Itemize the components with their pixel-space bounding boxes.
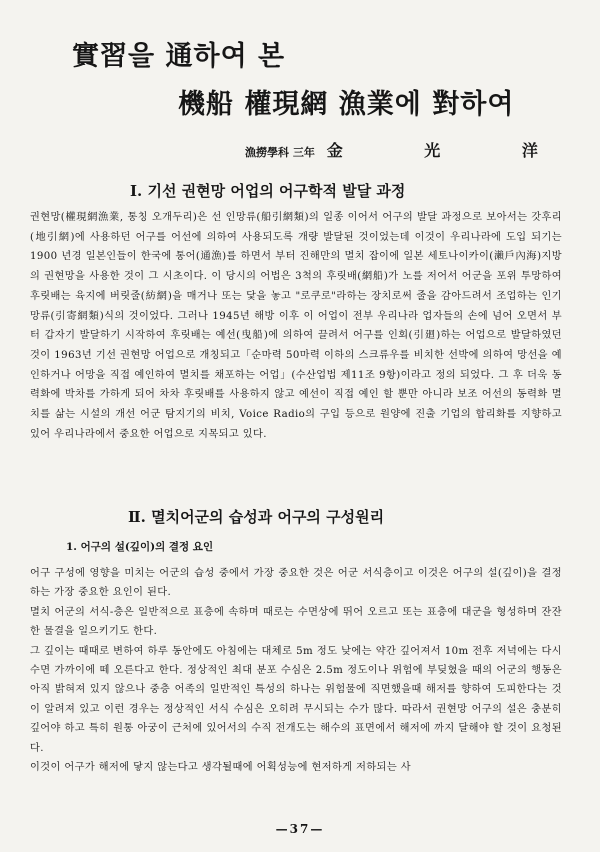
paragraph: 권현망(權現網漁業, 통칭 오개두리)은 선 인망류(船引網類)의 일종 이어서 어구의 발달 과정으로 보아서는 갓후리(地引網)에 사용하던 어구를 어선에 의하여 사용되도록 개량 발달된 것이었는데 이것이 우리나라에 도입 되기는 1900 년경 일본인들이 한국에 통어(通漁)를 하면서 부터 진해만의 멸치 잡이에 일본 세토나이카이(瀨戶內海)지방의 권현망을 사용한 것이 그 시초이다. 이 당시의 어법은 3척의 후릿배(網船)가 노를 저어서 어군을 포위 투망하여 후릿배는 육지에 버릿줄(紡網)을 매거나 또는 닻을 놓고 "로쿠로"라하는 장치로써 줄을 감아드려서 조업하는 인기망류(引寄網類)식의 것이었다. 그러나 1945년 해방 이후 이 어업이 전부 우리나라 업자들의 손에 넘어 오면서 부터 갑자기 발달하기 시작하여 후릿배는 예선(曳船)에 의하여 끌려서 어구를 인회(引廻)하는 어업으로 발달하였던 것이 1963년 기선 권현망 어업으로 개칭되고「순마력 50마력 이하의 스크류우를 비치한 선박에 의하여 망선을 예인하거나 어망을 직접 예인하여 멸치를 채포하는 어업」(수산업법 제11조 9항)이라고 정의 되었다. 그 후 더욱 동력화에 박차를 가하게 되어 차차 후릿배를 사용하지 않고 예선이 직접 예인 할 뿐만 아니라 보조 어선의 동력화 멸치를 삶는 시설의 개선 어군 탐지기의 비치, Voice Radio의 구입 등으로 원양에 진출 기업의 합리화를 지향하고 있어 우리나라에서 중요한 어업으로 지목되고 있다. bbox=[30, 212, 562, 440]
author-name: 金 光 洋 bbox=[326, 141, 576, 160]
author-affiliation: 漁撈學科 三年 bbox=[245, 146, 315, 159]
paragraph: 멸치 어군의 서식-층은 일반적으로 표층에 속하며 때로는 수면상에 뛰어 오르고 또는 표층에 대군을 형성하며 잔잔한 물결을 일으키기도 한다. bbox=[30, 606, 562, 638]
section-1-body bbox=[30, 208, 562, 444]
paragraph: 이것이 어구가 해저에 닿지 않는다고 생각될때에 어획성능에 현저하게 저하되는 사 bbox=[30, 762, 411, 774]
section-1-heading: I. 기선 권현망 어업의 어구학적 발달 과정 bbox=[130, 182, 406, 200]
page-number: —37— bbox=[275, 822, 325, 836]
section-2-body bbox=[30, 564, 562, 777]
section-2-heading: Ⅱ. 멸치어군의 습성과 어구의 구성원리 bbox=[128, 508, 385, 526]
paragraph: 그 깊이는 때때로 변하여 하루 동안에도 아침에는 대체로 5m 정도 낮에는 약간 깊어져서 10m 전후 저녁에는 다시 수면 가까이에 떼 오른다고 한다. 정상적인 최대 분포 수심은 2.5m 정도이나 위험에 부딪혔을 때의 어군의 행동은 아직 밝혀져 있지 않으나 중층 어족의 일반적인 특성의 하나는 위험물에 직면했을때 해저를 향하여 도피한다는 것이 알려져 있고 이런 경우는 정상적인 서식 수심은 오히려 무시되는 수가 많다. 따라서 권현망 어구의 설은 충분히 깊어야 하고 특히 원통 아궁이 근처에 있어서의 수직 전개도는 해수의 표면에서 해저에 까지 달해야 할 것이 요청된다. bbox=[30, 645, 562, 754]
paragraph: 어구 구성에 영향을 미치는 어군의 습성 중에서 가장 중요한 것은 어군 서식층이고 이것은 어구의 설(깊이)을 결정하는 가장 중요한 요인이 된다. bbox=[30, 568, 562, 599]
title-line-2: 機船 權現網 漁業에 對하여 bbox=[178, 89, 515, 120]
section-2-subheading: 1. 어구의 설(깊이)의 결정 요인 bbox=[66, 541, 214, 553]
title-line-1: 實習을 通하여 본 bbox=[72, 41, 286, 72]
author-line bbox=[245, 138, 576, 161]
